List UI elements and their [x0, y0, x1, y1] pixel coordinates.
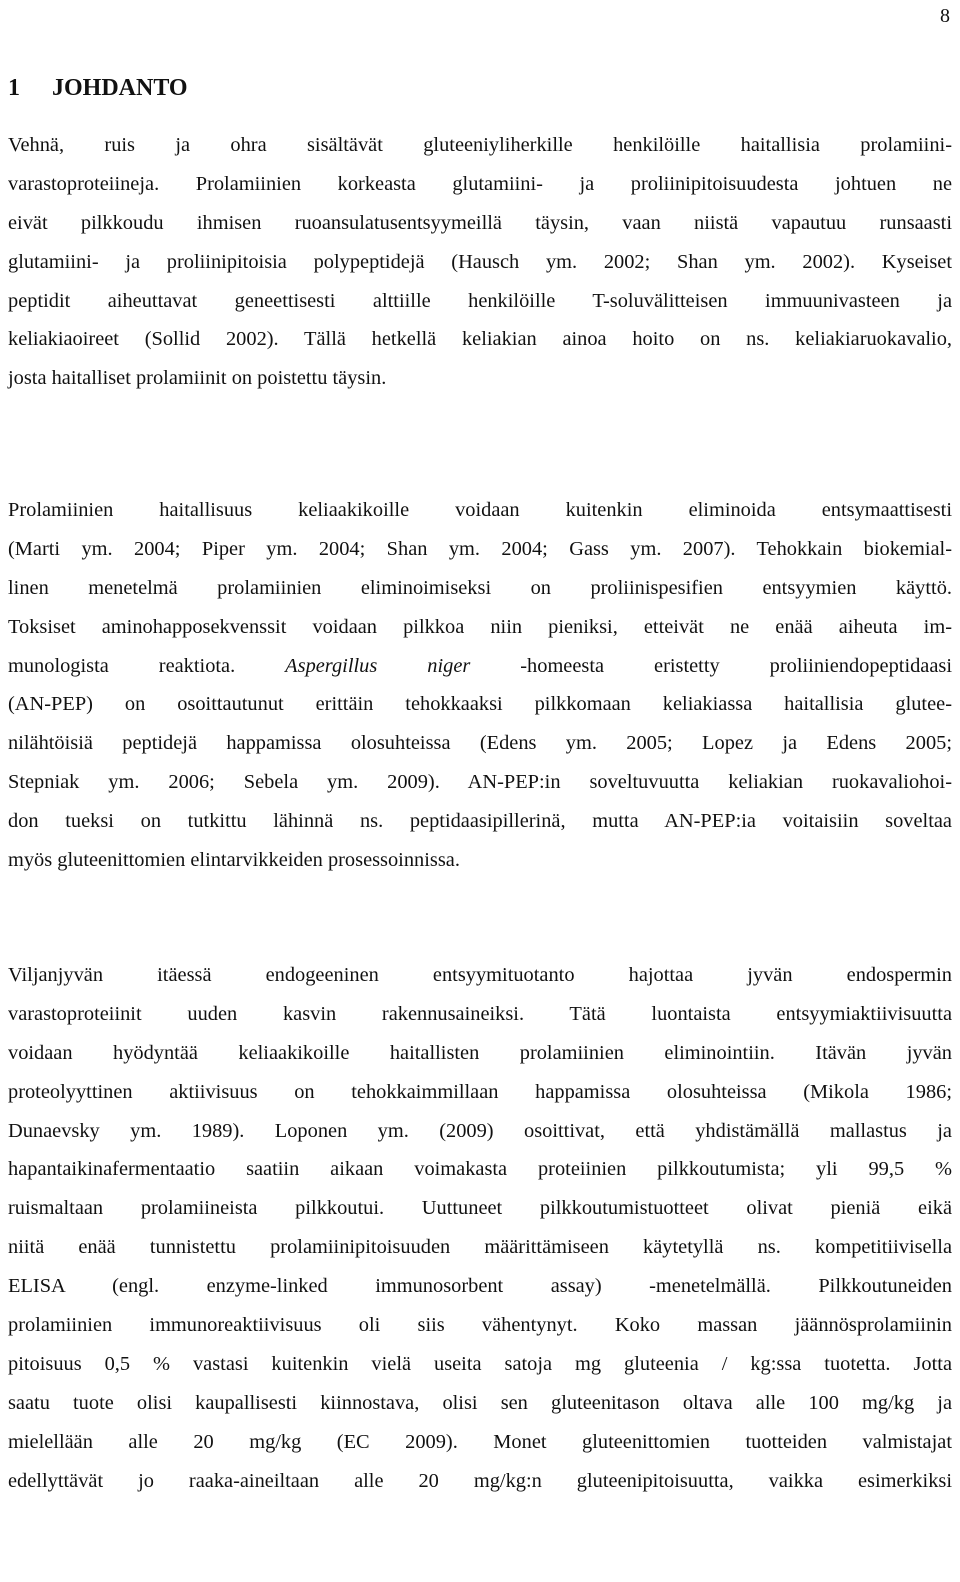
section-heading [8, 72, 188, 104]
text-line: proteolyyttinen aktiivisuus on tehokkaimmillaan happamissa olosuhteissa (Mikola 1986; [8, 1080, 952, 1103]
text-line: Stepniak ym. 2006; Sebela ym. 2009). AN-PEP:in soveltuvuutta keliakian ruokavaliohoi- [8, 771, 952, 794]
text-line: pitoisuus 0,5 % vastasi kuitenkin vielä useita satoja mg gluteenia / kg:ssa tuotetta. Jotta [8, 1352, 952, 1375]
text-line: glutamiini- ja proliinipitoisia polypeptidejä (Hausch ym. 2002; Shan ym. 2002). Kyseiset [8, 250, 952, 273]
text-line: prolamiinien immunoreaktiivisuus oli siis vähentynyt. Koko massan jäännösprolamiinin [8, 1314, 952, 1337]
heading-number: 1 [8, 75, 20, 101]
paragraph-1 [8, 126, 952, 398]
text-line: Vehnä, ruis ja ohra sisältävät gluteeniyliherkille henkilöille haitallisia prolamiini- [8, 134, 952, 156]
text-line: ELISA (engl. enzyme-linked immunosorbent assay) -menetelmällä. Pilkkoutuneiden [8, 1275, 952, 1298]
heading-title: JOHDANTO [52, 75, 188, 101]
text-line: varastoproteiineja. Prolamiinien korkeasta glutamiini- ja proliinipitoisuudesta johtuen ne [8, 172, 952, 195]
page-number: 8 [940, 5, 950, 27]
text-line: mielellään alle 20 mg/kg (EC 2009). Monet gluteenittomien tuotteiden valmistajat [8, 1430, 952, 1453]
text-line: myös gluteenittomien elintarvikkeiden prosessoinnissa. [8, 849, 460, 872]
text-line: keliakiaoireet (Sollid 2002). Tällä hetkellä keliakian ainoa hoito on ns. keliakiaruokavalio, [8, 328, 952, 351]
text-line: hapantaikinafermentaatio saatiin aikaan voimakasta proteiinien pilkkoutumista; yli 99,5 % [8, 1158, 952, 1181]
text-line: edellyttävät jo raaka-aineiltaan alle 20 mg/kg:n gluteenipitoisuutta, vaikka esimerkiksi [8, 1469, 952, 1492]
text-line: varastoproteiinit uuden kasvin rakennusaineiksi. Tätä luontaista entsyymiaktiivisuutta [8, 1002, 952, 1025]
paragraph-3 [8, 956, 952, 1500]
text-line: (Marti ym. 2004; Piper ym. 2004; Shan ym. 2004; Gass ym. 2007). Tehokkain biokemial- [8, 537, 952, 560]
paragraph-2 [8, 491, 952, 880]
text-line: Toksiset aminohapposekvenssit voidaan pilkkoa niin pieniksi, etteivät ne enää aiheuta im- [8, 615, 952, 638]
text-line: linen menetelmä prolamiinien eliminoimiseksi on proliinispesifien entsyymien käyttö. [8, 576, 952, 599]
text-line: peptidit aiheuttavat geneettisesti alttiille henkilöille T-soluvälitteisen immuunivasteen ja [8, 289, 952, 312]
text-line: don tueksi on tutkittu lähinnä ns. peptidaasipillerinä, mutta AN-PEP:ia voitaisiin soveltaa [8, 810, 952, 833]
text-line: josta haitalliset prolamiinit on poistettu täysin. [8, 367, 387, 390]
text-line: ruismaltaan prolamiineista pilkkoutui. Uuttuneet pilkkoutumistuotteet olivat pieniä eikä [8, 1197, 952, 1220]
text-line: Dunaevsky ym. 1989). Loponen ym. (2009) osoittivat, että yhdistämällä mallastus ja [8, 1119, 952, 1142]
text-line: munologista reaktiota. Aspergillus niger -homeesta eristetty proliiniendopeptidaasi [8, 654, 952, 677]
text-line: nilähtöisiä peptidejä happamissa olosuhteissa (Edens ym. 2005; Lopez ja Edens 2005; [8, 732, 952, 755]
text-line: saatu tuote olisi kaupallisesti kiinnostava, olisi sen gluteenitason oltava alle 100 mg/kg ja [8, 1391, 952, 1414]
text-line: voidaan hyödyntää keliaakikoille haitallisten prolamiinien eliminointiin. Itävän jyvän [8, 1041, 952, 1064]
text-line: Viljanjyvän itäessä endogeeninen entsyymituotanto hajottaa jyvän endospermin [8, 964, 952, 986]
text-line: niitä enää tunnistettu prolamiinipitoisuuden määrittämiseen käytetyllä ns. kompetitiivisella [8, 1236, 952, 1259]
species-name: Aspergillus niger [285, 654, 471, 677]
text-line: (AN-PEP) on osoittautunut erittäin tehokkaaksi pilkkomaan keliakiassa haitallisia glutee- [8, 693, 952, 716]
text-line: Prolamiinien haitallisuus keliaakikoille voidaan kuitenkin eliminoida entsymaattisesti [8, 499, 952, 521]
text-line: eivät pilkkoudu ihmisen ruoansulatusentsyymeillä täysin, vaan niistä vapautuu runsaasti [8, 211, 952, 234]
